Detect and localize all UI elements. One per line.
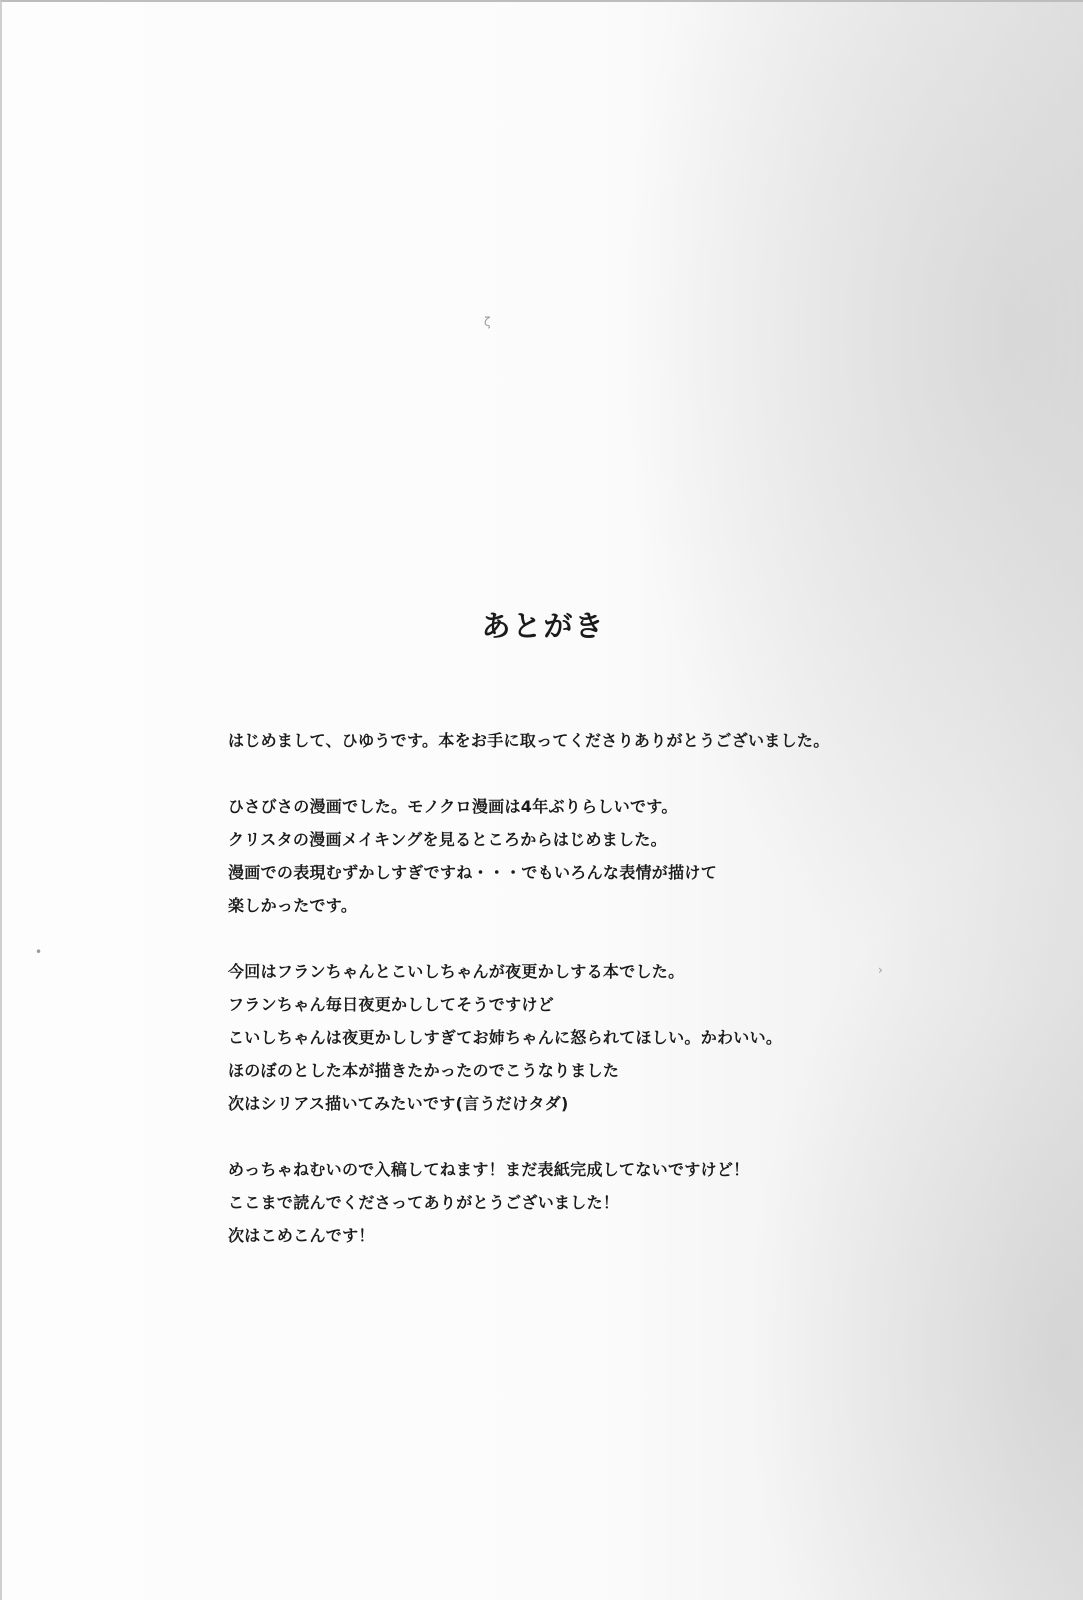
scan-speck: ζ	[484, 315, 491, 329]
text-line: 楽しかったです。	[228, 896, 358, 915]
scan-speck: •	[35, 945, 43, 959]
scan-speck: ›	[878, 963, 883, 977]
text-line: こいしちゃんは夜更かししすぎてお姉ちゃんに怒られてほしい。かわいい。	[228, 1028, 783, 1047]
text-line: 次はこめこんです！	[228, 1226, 375, 1245]
paragraph	[228, 790, 868, 922]
paragraph	[228, 1153, 868, 1252]
text-line: はじめまして、ひゆうです。本をお手に取ってくださりありがとうございました。	[228, 731, 830, 750]
text-line: ほのぼのとした本が描きたかったのでこうなりました	[228, 1061, 620, 1080]
text-line: ひさびさの漫画でした。モノクロ漫画は4年ぶりらしいです。	[228, 797, 678, 816]
afterword-title: あとがき	[481, 609, 606, 643]
paragraph-gap	[228, 1120, 868, 1153]
text-line: めっちゃねむいので入稿してねます！まだ表紙完成してないですけど！	[228, 1160, 750, 1179]
text-line: クリスタの漫画メイキングを見るところからはじめました。	[228, 830, 667, 849]
paragraph	[228, 955, 868, 1120]
text-line: フランちゃん毎日夜更かししてそうですけど	[228, 995, 555, 1014]
paragraph-gap	[228, 757, 868, 790]
paragraph	[228, 724, 868, 757]
text-line: 今回はフランちゃんとこいしちゃんが夜更かしする本でした。	[228, 962, 685, 981]
text-line: 次はシリアス描いてみたいです(言うだけタダ)	[228, 1094, 569, 1113]
text-line: ここまで読んでくださってありがとうございました！	[228, 1193, 620, 1212]
paragraph-gap	[228, 922, 868, 955]
text-line: 漫画での表現むずかしすぎですね・・・でもいろんな表情が描けて	[228, 863, 718, 882]
afterword-body	[228, 724, 868, 1252]
